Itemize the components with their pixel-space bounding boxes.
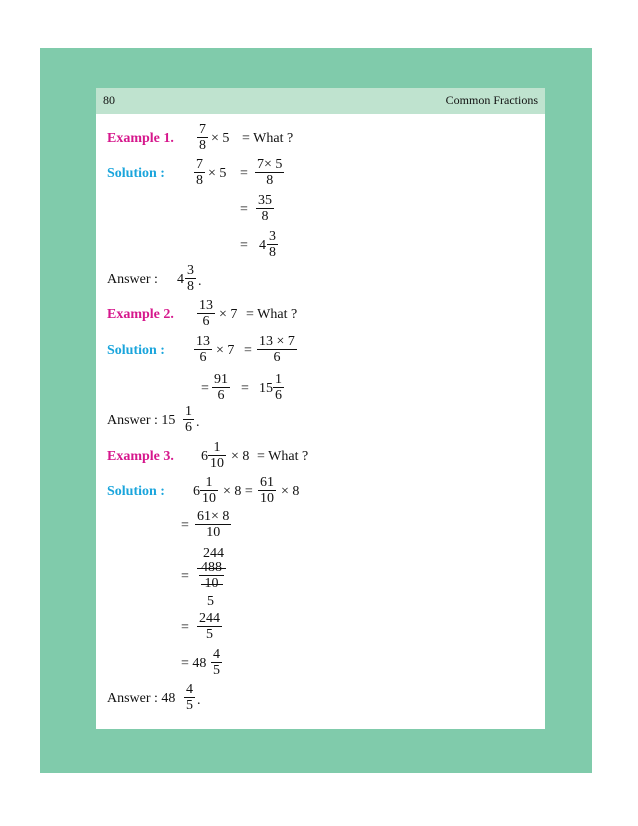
example-2-line1-op: × 7 <box>216 343 235 358</box>
example-2-answer-fraction: $\frac{1}{6}$ <box>185 404 192 435</box>
example-3-question-tail: = What ? <box>257 449 309 464</box>
chapter-title: Common Fractions <box>445 93 538 107</box>
example-2-answer-label: Answer : 15 <box>107 413 176 428</box>
example-2-line2-mixed-fraction: $\frac{1}{6}$ <box>275 372 282 403</box>
example-3-line3-cancel-top: 244 <box>203 546 224 561</box>
example-3-question-fraction: $\frac{1}{10}$ <box>210 440 224 471</box>
example-1-line3-fraction: $\frac{3}{8}$ <box>269 229 276 260</box>
page-number: 80 <box>103 93 115 107</box>
example-3-line1-rop: × 8 <box>281 484 300 499</box>
example-3-line3-eq: = <box>181 569 189 584</box>
example-3-line5-prefix: = 48 <box>181 656 207 671</box>
example-1-label: Example 1. <box>107 131 174 146</box>
example-2-label: Example 2. <box>107 307 174 322</box>
example-2-solution-label: Solution : <box>107 343 165 358</box>
example-2-line2-eq2: = <box>241 381 249 396</box>
example-1-line2-eq: = <box>240 202 248 217</box>
example-2-line2-whole: 15 <box>259 381 273 396</box>
example-2-question-tail: = What ? <box>246 307 298 322</box>
example-3-label: Example 3. <box>107 449 174 464</box>
example-2-answer-dot: . <box>196 415 200 430</box>
example-3-question-op: × 8 <box>231 449 250 464</box>
example-2-line1-fraction: $\frac{13}{6}$ <box>196 334 210 365</box>
example-1-answer-whole: 4 <box>177 272 184 287</box>
example-3-solution-label: Solution : <box>107 484 165 499</box>
example-1-line1-result: $\frac{7\times 5}{8}$ <box>257 157 283 188</box>
example-1-question-tail: = What ? <box>242 131 294 146</box>
example-2-line1-result: $\frac{13 \times 7}{6}$ <box>259 334 295 365</box>
example-3-answer-label: Answer : 48 <box>107 691 176 706</box>
page-content-area <box>96 88 545 729</box>
example-3-line1-result: $\frac{61}{10}$ <box>260 475 274 506</box>
example-1-answer-label: Answer : <box>107 272 158 287</box>
example-3-line4-eq: = <box>181 620 189 635</box>
example-1-question-op: × 5 <box>211 131 230 146</box>
example-3-answer-fraction: $\frac{4}{5}$ <box>186 682 193 713</box>
example-3-line4-fraction: $\frac{244}{5}$ <box>199 611 220 642</box>
example-3-line3-cancelled-fraction: $\frac{488}{10}$ <box>201 560 222 591</box>
example-2-line2-eq1: = <box>201 381 209 396</box>
example-1-line1-eq: = <box>240 166 248 181</box>
example-1-line1-fraction: $\frac{7}{8}$ <box>196 157 203 188</box>
example-3-line2-eq: = <box>181 518 189 533</box>
example-1-line1-op: × 5 <box>208 166 227 181</box>
example-3-line3-cancel-bottom: 5 <box>207 594 214 609</box>
example-3-line5-fraction: $\frac{4}{5}$ <box>213 647 220 678</box>
example-3-question-whole: 6 <box>201 449 208 464</box>
example-1-line3-whole: 4 <box>259 238 266 253</box>
example-1-answer-dot: . <box>198 274 202 289</box>
example-1-answer-fraction: $\frac{3}{8}$ <box>187 263 194 294</box>
example-3-line1-fraction: $\frac{1}{10}$ <box>202 475 216 506</box>
example-3-line1-op: × 8 = <box>223 484 253 499</box>
example-3-answer-dot: . <box>197 693 201 708</box>
example-2-line2-fraction: $\frac{91}{6}$ <box>214 372 228 403</box>
example-1-line3-eq: = <box>240 238 248 253</box>
example-2-question-fraction: $\frac{13}{6}$ <box>199 298 213 329</box>
example-1-solution-label: Solution : <box>107 166 165 181</box>
example-3-line1-whole: 6 <box>193 484 200 499</box>
example-1-line2-fraction: $\frac{35}{8}$ <box>258 193 272 224</box>
example-3-line2-fraction: $\frac{61\times 8}{10}$ <box>197 509 230 540</box>
example-2-question-op: × 7 <box>219 307 238 322</box>
example-2-line1-eq: = <box>244 343 252 358</box>
example-1-question-fraction: $\frac{7}{8}$ <box>199 122 206 153</box>
